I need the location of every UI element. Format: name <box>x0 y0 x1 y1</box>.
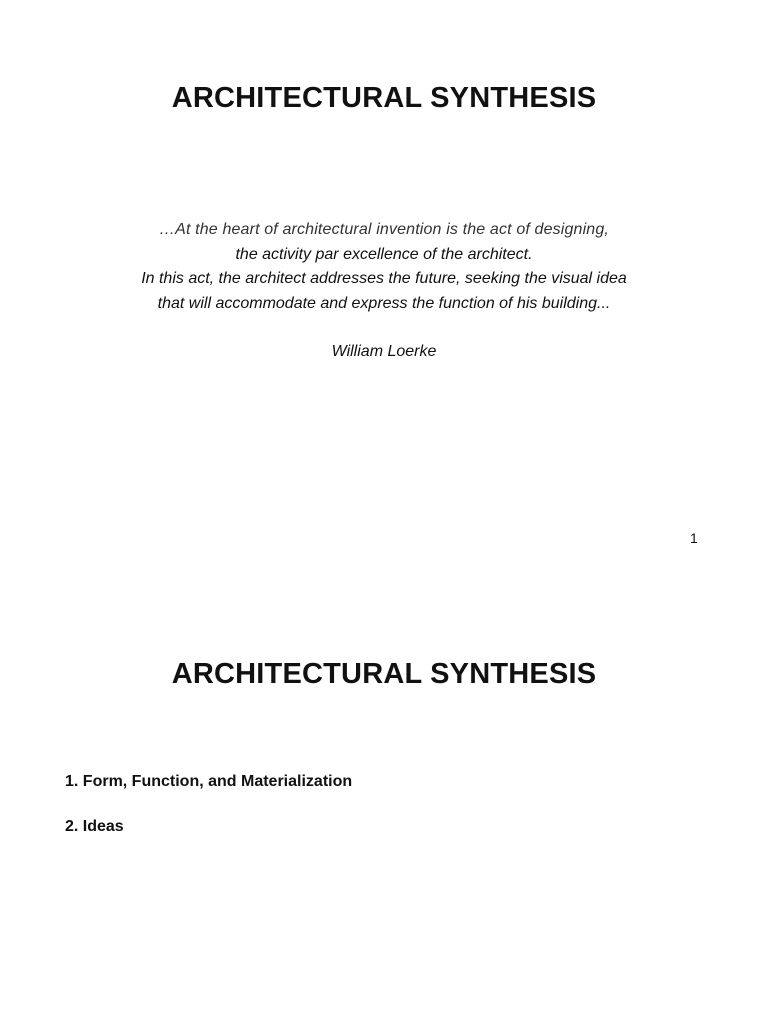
page-2 <box>0 565 768 1024</box>
page-number: 1 <box>690 530 698 546</box>
quote-line: that will accommodate and express the function of his building... <box>157 294 611 312</box>
quote-line: the activity par excellence of the architect. <box>235 245 533 263</box>
list-item: 2. Ideas <box>65 818 124 835</box>
epigraph-quote <box>0 218 768 316</box>
page-title: ARCHITECTURAL SYNTHESIS <box>171 82 597 114</box>
quote-author: William Loerke <box>331 343 437 360</box>
quote-line: In this act, the architect addresses the future, seeking the visual idea <box>141 270 627 287</box>
contents-list <box>65 772 352 862</box>
list-item: 1. Form, Function, and Materialization <box>65 773 353 790</box>
quote-line: …At the heart of architectural invention is the act of designing, <box>159 221 609 238</box>
page-title: ARCHITECTURAL SYNTHESIS <box>171 658 597 690</box>
